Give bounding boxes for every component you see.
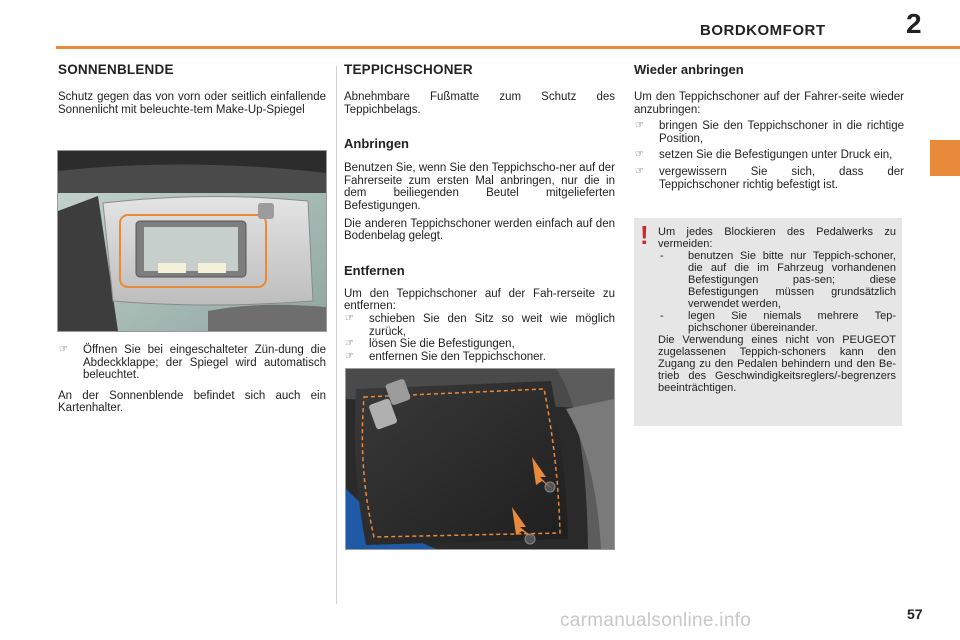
- column-divider: [336, 66, 337, 604]
- pointing-hand-icon: ☞: [635, 149, 644, 161]
- col-sonnenblende-lower: [58, 344, 326, 415]
- subheading-anbringen: Anbringen: [344, 136, 409, 152]
- list-item: [658, 250, 896, 310]
- sonnenblende-intro: Schutz gegen das von vorn oder seitlich einfallende Sonnenlicht mit beleuchte-tem Make-Up-Spiegel: [58, 91, 326, 116]
- section-heading-sonnenblende: SONNENBLENDE: [58, 62, 174, 77]
- entfernen-intro: Um den Teppichschoner auf der Fah-rerseite zu entfernen:: [344, 287, 615, 313]
- warning-content: [658, 226, 896, 394]
- anbringen-p2: Die anderen Teppichschoner werden einfach auf den Bodenbelag gelegt.: [344, 217, 615, 243]
- list-item: [344, 338, 615, 351]
- bullet-text: schieben Sie den Sitz so weit wie möglich zurück,: [369, 312, 615, 338]
- bullet-text: vergewissern Sie sich, dass der Teppichschoner richtig befestigt ist.: [659, 165, 904, 191]
- section-heading-teppichschoner: TEPPICHSCHONER: [344, 62, 473, 77]
- pointing-hand-icon: ☞: [59, 344, 68, 355]
- list-item: [634, 166, 904, 191]
- bullet-text: setzen Sie die Befestigungen unter Druck ein,: [659, 149, 893, 162]
- list-item: [658, 310, 896, 334]
- dash-icon: -: [660, 310, 664, 322]
- col-wieder-anbringen: [634, 62, 904, 191]
- subheading-entfernen: Entfernen: [344, 262, 405, 278]
- pointing-hand-icon: ☞: [345, 338, 354, 350]
- list-item: [344, 313, 615, 338]
- list-item: [634, 149, 904, 162]
- sun-visor-photo: [57, 150, 327, 332]
- list-item: [634, 120, 904, 145]
- bullet-text: Öffnen Sie bei eingeschalteter Zün-dung die Abdeckklappe; der Spiegel wird automatisch beleuchtet.: [83, 344, 326, 382]
- anbringen-p1: Benutzen Sie, wenn Sie den Teppichscho-ner auf der Fahrerseite zum ersten Mal anbringen, nur die in dem beiliegenden Beutel mitgelieferten Befestigungen.: [344, 162, 615, 212]
- pointing-hand-icon: ☞: [345, 350, 354, 362]
- bullet-text: lösen Sie die Befestigungen,: [369, 338, 515, 351]
- list-item: [58, 344, 326, 382]
- dash-icon: -: [660, 250, 664, 262]
- col-teppichschoner: [344, 62, 615, 363]
- subheading-wieder-anbringen: Wieder anbringen: [634, 62, 744, 77]
- kartenhalter-note: An der Sonnenblende befindet sich auch ein Kartenhalter.: [58, 389, 326, 415]
- warning-item-text: benutzen Sie bitte nur Teppich-schoner, die auf die im Fahrzeug vorhandenen Befestigungen pas-sen; diese Befestigungen müssen grundsätzlich verwendet werden,: [688, 250, 896, 310]
- warning-item-text: legen Sie niemals mehrere Tep-pichschoner übereinander.: [688, 310, 896, 334]
- watermark: carmanualsonline.info: [560, 610, 752, 631]
- pointing-hand-icon: ☞: [345, 312, 354, 324]
- warning-intro: Um jedes Blockieren des Pedalwerks zu vermeiden:: [658, 226, 896, 250]
- header-rule: [56, 46, 960, 49]
- wieder-anbringen-intro: Um den Teppichschoner auf der Fahrer-seite wieder anzubringen:: [634, 91, 904, 116]
- pointing-hand-icon: ☞: [635, 120, 644, 132]
- floor-mat-photo: [345, 368, 615, 550]
- chapter-tab: [930, 140, 960, 176]
- exclamation-icon: !: [640, 220, 649, 250]
- warning-outro: Die Verwendung eines nicht von PEUGEOT zugelassenen Teppich-schoners kann den Zugang zu den Pedalen behindern und den Be-trieb des Geschwindigkeitsreglers/-begrenzers beeinträchtigen.: [658, 334, 896, 394]
- bullet-text: bringen Sie den Teppichschoner in die richtige Position,: [659, 120, 904, 145]
- bullet-text: entfernen Sie den Teppichschoner.: [369, 350, 546, 363]
- teppichschoner-intro: Abnehmbare Fußmatte zum Schutz des Teppichbelags.: [344, 91, 615, 116]
- pointing-hand-icon: ☞: [635, 165, 644, 177]
- list-item: [344, 351, 615, 364]
- chapter-number: 2: [906, 8, 922, 39]
- col-sonnenblende: [58, 62, 326, 116]
- page-number: 57: [907, 606, 923, 622]
- chapter-title: BORDKOMFORT: [700, 22, 826, 39]
- warning-box: [634, 218, 902, 426]
